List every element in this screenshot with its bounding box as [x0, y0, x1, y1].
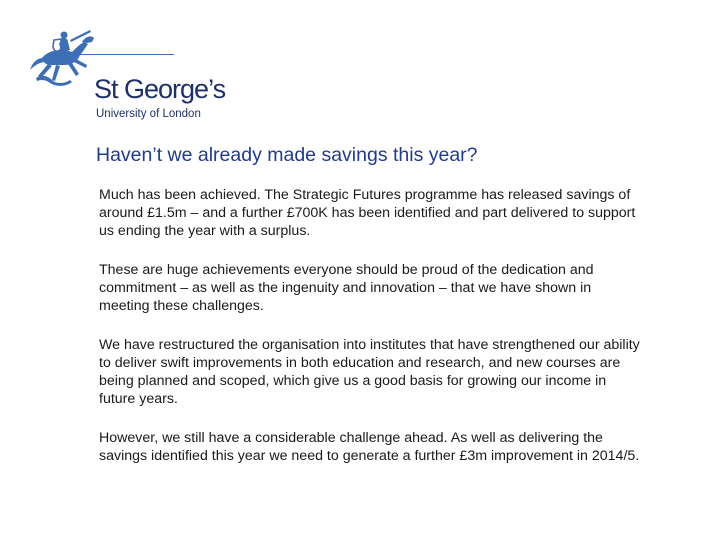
logo-rule [80, 54, 174, 55]
slide-body [99, 186, 644, 486]
paragraph-achievements: Much has been achieved. The Strategic Futures programme has released savings of around £1.5m – and a further £700K has been identified and part delivered to support us ending the year with a surplus. [99, 187, 636, 239]
paragraph-challenge: However, we still have a considerable challenge ahead. As well as delivering the savings identified this year we need to generate a further £3m improvement in 2014/5. [99, 430, 640, 464]
paragraph-restructure: We have restructured the organisation into institutes that have strengthened our ability to deliver swift improvements in both education and research, and new courses are being planned and scoped, which give us a good basis for growing our income in future years. [99, 337, 640, 407]
university-logo [28, 28, 228, 128]
logo-subtitle: University of London [96, 108, 201, 120]
paragraph-pride: These are huge achievements everyone should be proud of the dedication and commitment – as well as the ingenuity and innovation – that we have shown in meeting these challenges. [99, 262, 594, 314]
logo-name: St George’s [94, 74, 226, 104]
slide-title: Haven’t we already made savings this year? [96, 144, 478, 166]
knight-on-horseback-icon [28, 28, 98, 88]
